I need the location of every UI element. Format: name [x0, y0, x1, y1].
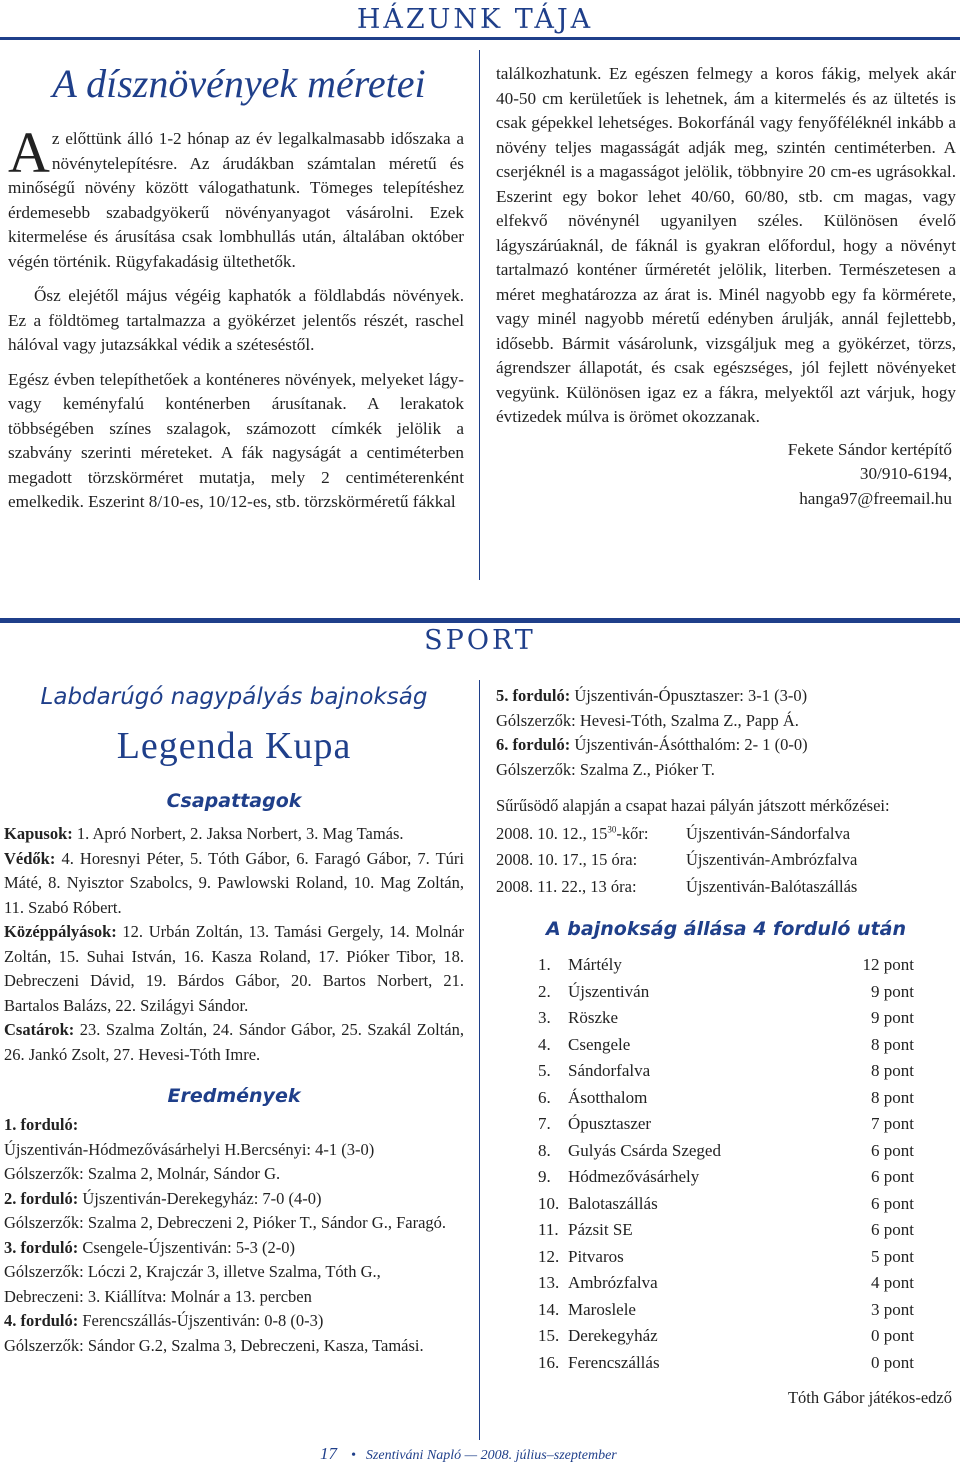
issue-title: Szentiváni Napló — 2008. július–szeptember — [365, 1448, 617, 1463]
article-title: A dísznövények méretei — [52, 61, 426, 106]
round-match: Újszentiván-Ásótthalóm: 2- 1 (0-0) — [570, 735, 808, 754]
round-1-label: 1. forduló: — [4, 1115, 79, 1134]
standing-position: 10. — [538, 1193, 560, 1213]
round-1-scorers: Gólszerzők: Szalma 2, Molnár, Sándor G. — [4, 1164, 281, 1183]
standing-position: 3. — [538, 1008, 551, 1028]
standings-row — [538, 1217, 914, 1244]
round-5 — [496, 684, 956, 709]
standing-points: 6 pont — [871, 1167, 914, 1187]
standing-points: 4 pont — [871, 1273, 914, 1293]
standings-row — [538, 1032, 914, 1059]
standing-team: Ambrózfalva — [568, 1273, 658, 1293]
footer-bullet: • — [351, 1448, 356, 1463]
standing-team: Maroslele — [568, 1299, 636, 1319]
author-email[interactable]: hanga97@freemail.hu — [799, 488, 952, 508]
schedule-match: Újszentiván-Balótaszállás — [686, 876, 858, 896]
schedule-match: Újszentiván-Ambrózfalva — [686, 850, 858, 870]
squad-text: 1. Apró Norbert, 2. Jaksa Norbert, 3. Mag Tamás. — [72, 824, 404, 843]
round-label: 6. forduló: — [496, 735, 571, 754]
sport-right-column — [496, 684, 956, 1408]
standing-points: 8 pont — [871, 1034, 914, 1054]
squad-label: Középpályások: — [4, 922, 117, 941]
article-right-column — [496, 62, 956, 511]
standing-team: Mártély — [568, 955, 622, 975]
section-title-hazunk-taja: HÁZUNK TÁJA — [356, 4, 594, 35]
standings-row — [538, 1270, 914, 1297]
round-match: Csengele-Újszentiván: 5-3 (2-0) — [78, 1237, 295, 1257]
article-paragraph-3: Egész évben telepíthetőek a konténeres növények, melyeket lágy-vagy keményfalú konténerben árusítanak. A lerakatok többségében színes szalagok, számozott címkék jelölik a szabvány szerinti méreteket. A fák nagyságát a centiméterben megadott törzskörméret mutatja, mely 2 centiméterenként emelkedik. Eszerint 8/10-es, 10/12-es, stb. törzskörméretű fákkal — [8, 369, 464, 511]
standing-position: 6. — [538, 1087, 551, 1107]
standing-team: Röszke — [568, 1008, 619, 1028]
standings-row — [538, 979, 914, 1006]
standing-team: Gulyás Csárda Szeged — [568, 1140, 721, 1160]
round-match: Ferencszállás-Újszentiván: 0-8 (0-3) — [78, 1311, 324, 1330]
squad-text: 23. Szalma Zoltán, 24. Sándor Gábor, 25. Szakál Zoltán, 26. Jankó Zsolt, 27. Hevesi-Tóth Imre. — [4, 1020, 464, 1064]
standings-row — [538, 1111, 914, 1138]
standing-position: 12. — [538, 1246, 560, 1266]
header-rule — [0, 37, 960, 40]
standing-team: Ferencszállás — [568, 1352, 660, 1372]
league-subtitle: Labdarúgó nagypályás bajnokság — [40, 684, 428, 710]
round-4 — [4, 1309, 464, 1334]
column-divider-top — [479, 50, 480, 580]
cup-title: Legenda Kupa — [116, 725, 352, 767]
schedule-row — [496, 874, 857, 901]
results-heading: Eredmények — [167, 1085, 301, 1107]
standings-heading: A bajnokság állása 4 forduló után — [545, 918, 907, 940]
standing-points: 6 pont — [871, 1140, 914, 1160]
standing-position: 1. — [538, 955, 551, 975]
section-title-sport: SPORT — [424, 625, 536, 656]
round-label: 2. forduló: — [4, 1188, 79, 1208]
round-5-scorers: Gólszerzők: Hevesi-Tóth, Szalma Z., Papp Á. — [496, 710, 799, 730]
standings-row — [538, 1164, 914, 1191]
standings-row — [538, 1085, 914, 1112]
author-phone: 30/910-6194, — [859, 464, 952, 483]
standings-row — [538, 1350, 914, 1377]
round-match: Újszentiván-Derekegyház: 7-0 (4-0) — [78, 1188, 322, 1208]
schedule-date: 2008. 10. 17., 15 óra: — [496, 850, 638, 870]
article-paragraph-4: találkozhatunk. Ez egészen felmegy a koros fákig, melyek akár 40-50 cm kerületűek is lehetnek, ám a kitermelés és az ültetés is csak gépekkel lehetséges. Bokorfánál vagy fenyőféléknél inkább a növény teljes magasságát adják meg, szintén centiméterben. A cserjéknél is a magasságot jelölik, többnyire 20 cm-es ugrásokkal. Eszerint egy bokor lehet 40/60, 60/80, stb. cm magas, vagy elfekvő növénynél ugyanilyen széles. Különösen évelő lágyszárúaknál, de fáknál is gyakran előfordul, hogy a növényt tartalmazó konténer űrméretét jelölik, literben. Természetesen a méret meghatározza az árat is. Minél nagyobb egy fa körmérete, vagy minél nagyobb méretű edényben árulják, annál fejlettebb, idősebb. Bármit vásárolunk, vizsgáljuk meg a gyökérzet, törzs, ágrendszer állapotát, és csak egészséges, jól fejlett növényeket vegyünk. Különösen igaz ez a fákra, melyektől azt várjuk, hogy évtizedek múlva is örömet okozzanak. — [496, 64, 956, 426]
squad-list — [4, 822, 464, 1067]
standings-row — [538, 1244, 914, 1271]
column-divider-sport — [479, 680, 480, 1440]
round-label: 4. forduló: — [4, 1311, 79, 1330]
standing-team: Csengele — [568, 1034, 631, 1054]
standing-position: 16. — [538, 1352, 560, 1372]
standing-position: 15. — [538, 1326, 560, 1346]
standing-team: Ópusztaszer — [568, 1114, 652, 1134]
standing-team: Derekegyház — [568, 1326, 658, 1346]
standing-team: Sándorfalva — [568, 1061, 651, 1081]
standings-row — [538, 1005, 914, 1032]
coach-signature: Tóth Gábor játékos-edző — [787, 1388, 952, 1407]
standing-points: 0 pont — [871, 1326, 914, 1346]
schedule-date: 2008. 10. 12., $15^{30}$-kőr: — [496, 823, 649, 843]
round-6 — [496, 733, 956, 758]
round-3-scorers: Gólszerzők: Lóczi 2, Krajczár 3, illetve Szalma, Tóth G., Debreczeni: 3. Kiállítva: Molnár a 13. percben — [4, 1262, 381, 1306]
standing-position: 14. — [538, 1299, 560, 1319]
squad-midfielders — [4, 920, 464, 1018]
schedule-table — [496, 821, 857, 901]
standing-position: 4. — [538, 1034, 551, 1054]
round-match: Újszentiván-Ópusztaszer: 3-1 (3-0) — [570, 686, 808, 705]
standing-points: 9 pont — [871, 1008, 914, 1028]
standing-points: 3 pont — [871, 1299, 914, 1319]
standing-points: 9 pont — [871, 981, 914, 1001]
standings-row — [538, 1191, 914, 1218]
schedule-match: Újszentiván-Sándorfalva — [686, 823, 851, 843]
article-left-column — [8, 60, 464, 515]
author-name: Fekete Sándor kertépítő — [787, 439, 952, 459]
results-list — [4, 1113, 464, 1358]
standing-team: Ásotthalom — [568, 1087, 648, 1107]
schedule-row — [496, 821, 857, 848]
article-paragraph-1 — [8, 120, 464, 274]
standing-position: 13. — [538, 1273, 560, 1293]
schedule-row — [496, 847, 857, 874]
standing-team: Balotaszállás — [568, 1193, 658, 1213]
standings-table — [538, 952, 914, 1376]
standing-points: 0 pont — [871, 1352, 914, 1372]
standing-position: 11. — [538, 1220, 559, 1240]
sport-rule — [0, 618, 960, 623]
standings-row — [538, 1058, 914, 1085]
round-4-scorers: Gólszerzők: Sándor G.2, Szalma 3, Debreczeni, Kasza, Tamási. — [4, 1335, 424, 1355]
standing-points: 12 pont — [862, 955, 914, 975]
schedule-intro: Sűrűsödő alapján a csapat hazai pályán játszott mérkőzései: — [496, 796, 890, 815]
standing-team: Pitvaros — [568, 1246, 624, 1266]
squad-forwards — [4, 1018, 464, 1067]
squad-text: 4. Horesnyi Péter, 5. Tóth Gábor, 6. Faragó Gábor, 7. Túri Máté, 8. Nyisztor Szabolcs, 9. Pawlowski Roland, 10. Mag Zoltán, 11. Szabó Róbert. — [4, 848, 464, 917]
squad-label: Kapusok: — [4, 824, 73, 843]
standing-team: Pázsit SE — [568, 1220, 633, 1240]
round-2-scorers: Gólszerzők: Szalma 2, Debreczeni 2, Pióker T., Sándor G., Faragó. — [4, 1213, 447, 1232]
standings-row — [538, 1297, 914, 1324]
squad-goalkeepers — [4, 822, 464, 847]
schedule-date: 2008. 11. 22., 13 óra: — [496, 876, 637, 896]
standing-position: 8. — [538, 1140, 551, 1160]
standing-points: 7 pont — [871, 1114, 914, 1134]
round-3 — [4, 1236, 464, 1261]
round-label: 5. forduló: — [496, 686, 571, 705]
sport-left-column — [4, 684, 464, 1358]
dropcap: A — [8, 120, 50, 185]
standing-points: 6 pont — [871, 1220, 914, 1240]
results-continued — [496, 684, 956, 782]
squad-label: Csatárok: — [4, 1020, 75, 1039]
standing-points: 5 pont — [871, 1246, 914, 1266]
standing-position: 2. — [538, 981, 551, 1001]
standing-position: 7. — [538, 1114, 551, 1134]
standing-points: 6 pont — [871, 1193, 914, 1213]
paragraph-1-text: z előttünk álló 1-2 hónap az év legalkalmasabb időszaka a növénytelepítésre. Az árudákban számtalan méretű és minőségű növény között válogathatunk. Tömeges telepítéshez érdemesebb szabadgyökerű növényanyagot vásárolni. Ezek kitermelése és árusítása csak lombhullás után, általában október végén történik. Rügyfakadásig ültethetők. — [8, 129, 464, 271]
round-label: 3. forduló: — [4, 1237, 79, 1257]
page-footer — [320, 1444, 680, 1464]
page-number: 17 — [320, 1444, 337, 1463]
round-6-scorers: Gólszerzők: Szalma Z., Pióker T. — [496, 759, 715, 779]
squad-text: 12. Urbán Zoltán, 13. Tamási Gergely, 14. Molnár Zoltán, 15. Suhai István, 16. Kasza Roland, 17. Pióker Tibor, 18. Debreczeni Dávid, 19. Bárdos Gábor, 20. Bartos Norbert, 21. Bartalos Balázs, 22. Szilágyi Sándor. — [4, 922, 464, 1015]
standing-team: Hódmezővásárhely — [568, 1167, 700, 1187]
standings-row — [538, 952, 914, 979]
standing-points: 8 pont — [871, 1087, 914, 1107]
standing-position: 9. — [538, 1167, 551, 1187]
standings-row — [538, 1138, 914, 1165]
standing-points: 8 pont — [871, 1061, 914, 1081]
standing-team: Újszentiván — [568, 981, 650, 1001]
squad-label: Védők: — [4, 848, 56, 868]
article-paragraph-2: Ősz elejétől május végéig kaphatók a földlabdás növények. Ez a földtömeg tartalmazza a gyökérzet jelentős részét, raschel hálóval vagy jutazsákkal védik a széteséstől. — [8, 286, 464, 354]
squad-defenders — [4, 847, 464, 921]
squad-heading: Csapattagok — [166, 790, 302, 812]
round-1-match: Újszentiván-Hódmezővásárhelyi H.Bercsényi: 4-1 (3-0) — [4, 1139, 375, 1159]
standings-row — [538, 1323, 914, 1350]
round-2 — [4, 1187, 464, 1212]
author-block — [496, 438, 952, 512]
standing-position: 5. — [538, 1061, 551, 1081]
